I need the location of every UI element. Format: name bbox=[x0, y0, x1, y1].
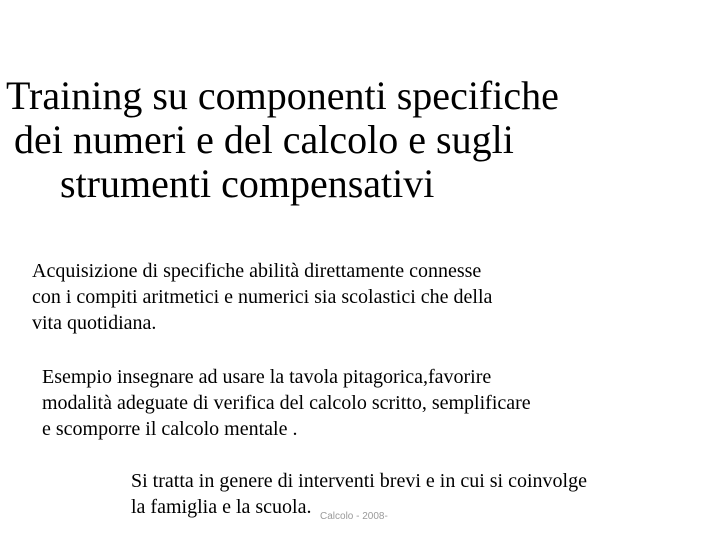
paragraph-line: Si tratta in genere di interventi brevi e in cui si coinvolge bbox=[131, 470, 587, 492]
paragraph-line: con i compiti aritmetici e numerici sia scolastici che della bbox=[32, 286, 493, 308]
paragraph-line: Esempio insegnare ad usare la tavola pitagorica,favorire bbox=[42, 366, 492, 388]
slide-title bbox=[0, 74, 720, 206]
paragraph-line: e scomporre il calcolo mentale . bbox=[42, 418, 298, 440]
title-line: strumenti compensativi bbox=[60, 161, 435, 206]
slide-footer: Calcolo - 2008- bbox=[320, 511, 388, 522]
paragraph-line: vita quotidiana. bbox=[32, 312, 157, 334]
paragraph-acquisition bbox=[32, 258, 492, 336]
paragraph-line: la famiglia e la scuola. bbox=[131, 496, 312, 518]
paragraph-line: Acquisizione di specifiche abilità direttamente connesse bbox=[32, 260, 482, 282]
paragraph-line: modalità adeguate di verifica del calcolo scritto, semplificare bbox=[42, 392, 531, 414]
paragraph-example bbox=[42, 364, 531, 442]
title-line: dei numeri e del calcolo e sugli bbox=[14, 117, 514, 162]
title-line: Training su componenti specifiche bbox=[6, 73, 559, 118]
